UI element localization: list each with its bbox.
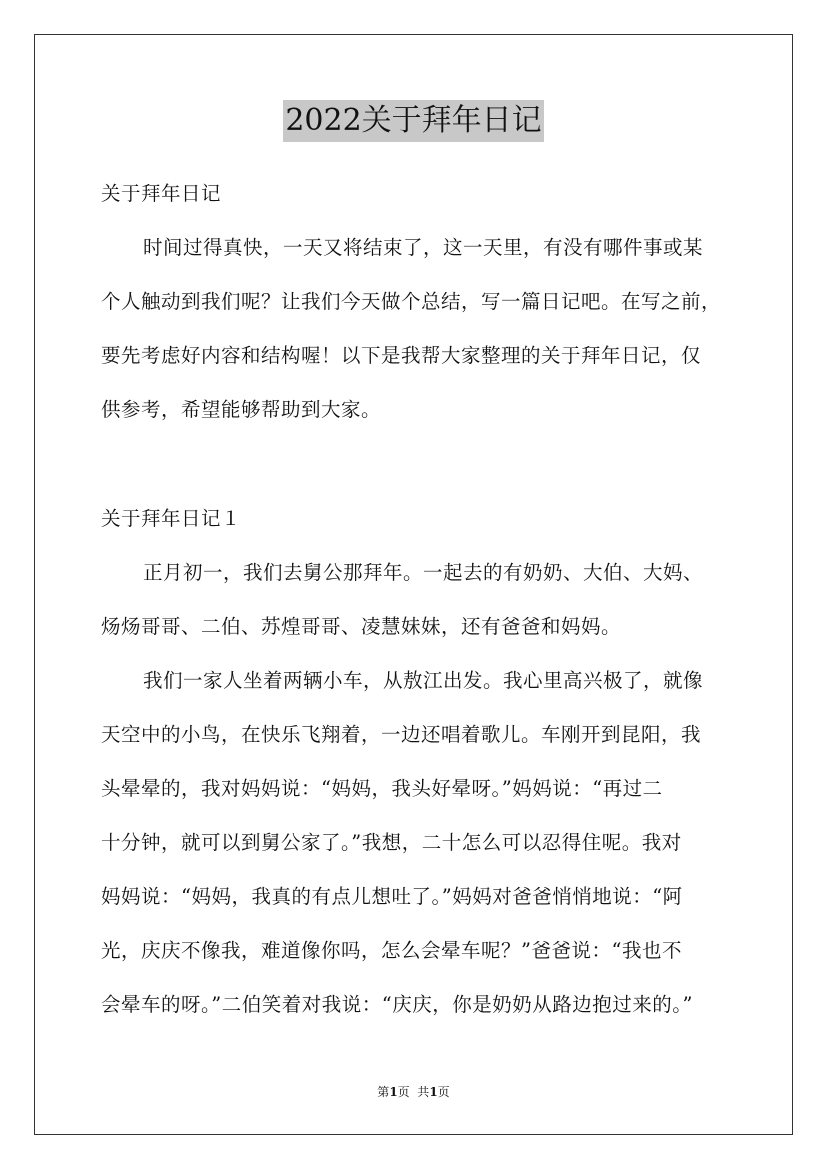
- section-heading: 关于拜年日记１: [101, 507, 242, 530]
- intro-line: 要先考虑好内容和结构喔！以下是我帮大家整理的关于拜年日记，仅: [101, 344, 702, 367]
- footer-page-number: 1: [389, 1085, 398, 1099]
- paragraph-line: 我们一家人坐着两辆小车，从敖江出发。我心里高兴极了，就像: [143, 669, 704, 692]
- paragraph-line: 正月初一，我们去舅公那拜年。一起去的有奶奶、大伯、大妈、: [143, 561, 704, 584]
- page-footer: [0, 1084, 827, 1100]
- intro-line: 供参考，希望能够帮助到大家。: [101, 398, 382, 421]
- intro-line: 时间过得真快，一天又将结束了，这一天里，有没有哪件事或某: [143, 236, 704, 259]
- section-heading: 关于拜年日记: [101, 182, 222, 205]
- paragraph-line: 炀炀哥哥、二伯、苏煌哥哥、凌慧妹妹，还有爸爸和妈妈。: [101, 615, 622, 638]
- paragraph-line: 妈妈说：“妈妈，我真的有点儿想吐了。”妈妈对爸爸悄悄地说：“阿: [101, 885, 683, 908]
- paragraph-line: 天空中的小鸟，在快乐飞翔着，一边还唱着歌儿。车刚开到昆阳，我: [101, 723, 702, 746]
- paragraph-line: 会晕车的呀。”二伯笑着对我说：“庆庆，你是奶奶从路边抱过来的。”: [101, 993, 693, 1016]
- title-wrap: [0, 100, 827, 142]
- footer-suffix: 页: [437, 1085, 450, 1099]
- document-title: 2022关于拜年日记: [283, 100, 543, 142]
- footer-prefix: 第: [377, 1085, 390, 1099]
- paragraph-line: 头晕晕的，我对妈妈说：“妈妈，我头好晕呀。”妈妈说：“再过二: [101, 777, 663, 800]
- footer-mid: 页 共: [397, 1085, 430, 1099]
- intro-line: 个人触动到我们呢？让我们今天做个总结，写一篇日记吧。在写之前，: [101, 290, 722, 313]
- paragraph-line: 光，庆庆不像我，难道像你吗，怎么会晕车呢？”爸爸说：“我也不: [101, 939, 682, 962]
- paragraph-line: 十分钟，就可以到舅公家了。”我想，二十怎么可以忍得住呢。我对: [101, 831, 682, 854]
- footer-page-total: 1: [429, 1085, 438, 1099]
